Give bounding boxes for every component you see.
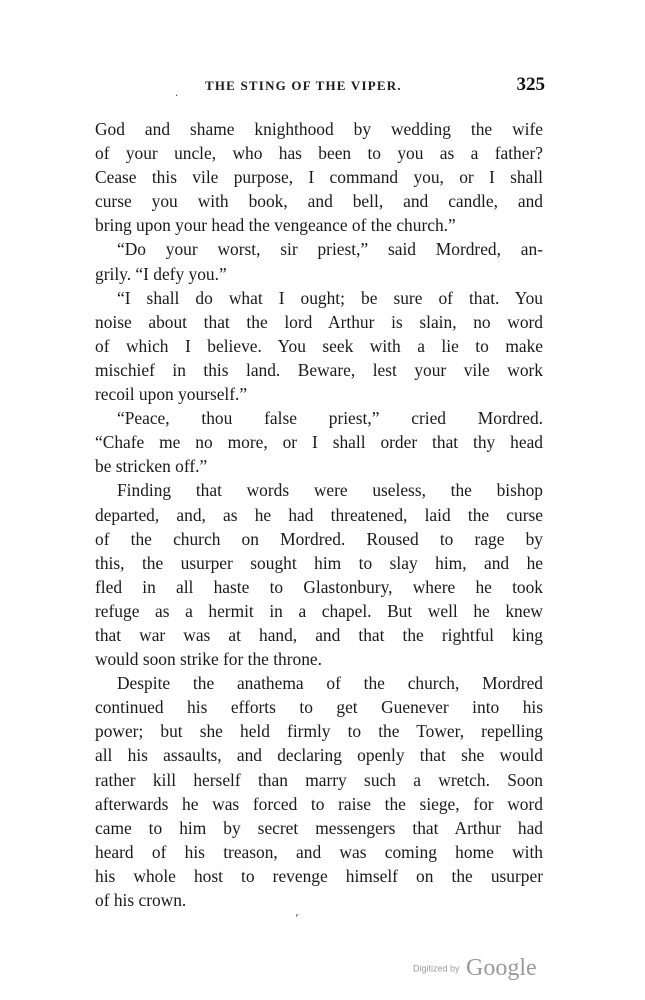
text-line: departed, and, as he had threatened, laid the curse [95, 504, 543, 525]
text-line: of his crown. [95, 890, 187, 910]
text-line: Despite the anathema of the church, Mordred [117, 673, 543, 694]
footer-mark: ‘ [295, 912, 299, 925]
text-line: fled in all haste to Glastonbury, where he took [95, 576, 543, 597]
text-line: recoil upon yourself.” [95, 384, 248, 405]
text-line: curse you with book, and bell, and candle, and [95, 191, 543, 212]
text-line: God and shame knighthood by wedding the wife [95, 119, 543, 139]
text-line: refuge as a hermit in a chapel. But well he knew [95, 600, 543, 621]
text-line: of your uncle, who has been to you as a father? [95, 143, 543, 164]
page-number: 325 [516, 74, 545, 95]
text-line: grily. “I defy you.” [95, 263, 227, 284]
text-line: of the church on Mordred. Roused to rage by [95, 528, 543, 549]
text-line: “Do your worst, sir priest,” said Mordred, an- [117, 239, 543, 260]
text-line: of which I believe. You seek with a lie to make [95, 335, 543, 356]
text-line: Cease this vile purpose, I command you, or I shall [95, 167, 543, 188]
text-line: “I shall do what I ought; be sure of that. You [117, 287, 543, 308]
watermark-prefix: Digitized by [413, 963, 460, 974]
text-line: “Peace, thou false priest,” cried Mordred. [117, 408, 543, 429]
body-text [95, 117, 543, 912]
text-line: would soon strike for the throne. [95, 649, 323, 670]
text-line: afterwards he was forced to raise the siege, for word [95, 793, 543, 814]
text-line: rather kill herself than marry such a wretch. Soon [95, 769, 543, 790]
text-line: bring upon your head the vengeance of the church.” [95, 215, 456, 236]
digitized-by-watermark [413, 955, 537, 982]
text-line: be stricken off.” [95, 456, 208, 477]
text-line: continued his efforts to get Guenever into his [95, 697, 543, 718]
text-line: Finding that words were useless, the bishop [117, 480, 543, 501]
text-line: “Chafe me no more, or I shall order that thy head [95, 432, 543, 453]
google-logo: Google [465, 955, 537, 981]
text-line: noise about that the lord Arthur is slain, no word [95, 311, 543, 332]
page-header [95, 74, 545, 102]
text-line: came to him by secret messengers that Arthur had [95, 817, 543, 838]
text-line: heard of his treason, and was coming home with [95, 841, 543, 862]
text-line: mischief in this land. Beware, lest your vile work [95, 359, 543, 380]
header-mark: . [175, 88, 179, 99]
text-line: this, the usurper sought him to slay him, and he [95, 552, 543, 573]
text-line: power; but she held firmly to the Tower, repelling [95, 721, 543, 742]
text-line: that war was at hand, and that the rightful king [95, 624, 543, 645]
text-line: his whole host to revenge himself on the usurper [95, 865, 543, 886]
running-title: THE STING OF THE VIPER. [205, 78, 402, 93]
text-line: all his assaults, and declaring openly that she would [95, 745, 543, 766]
